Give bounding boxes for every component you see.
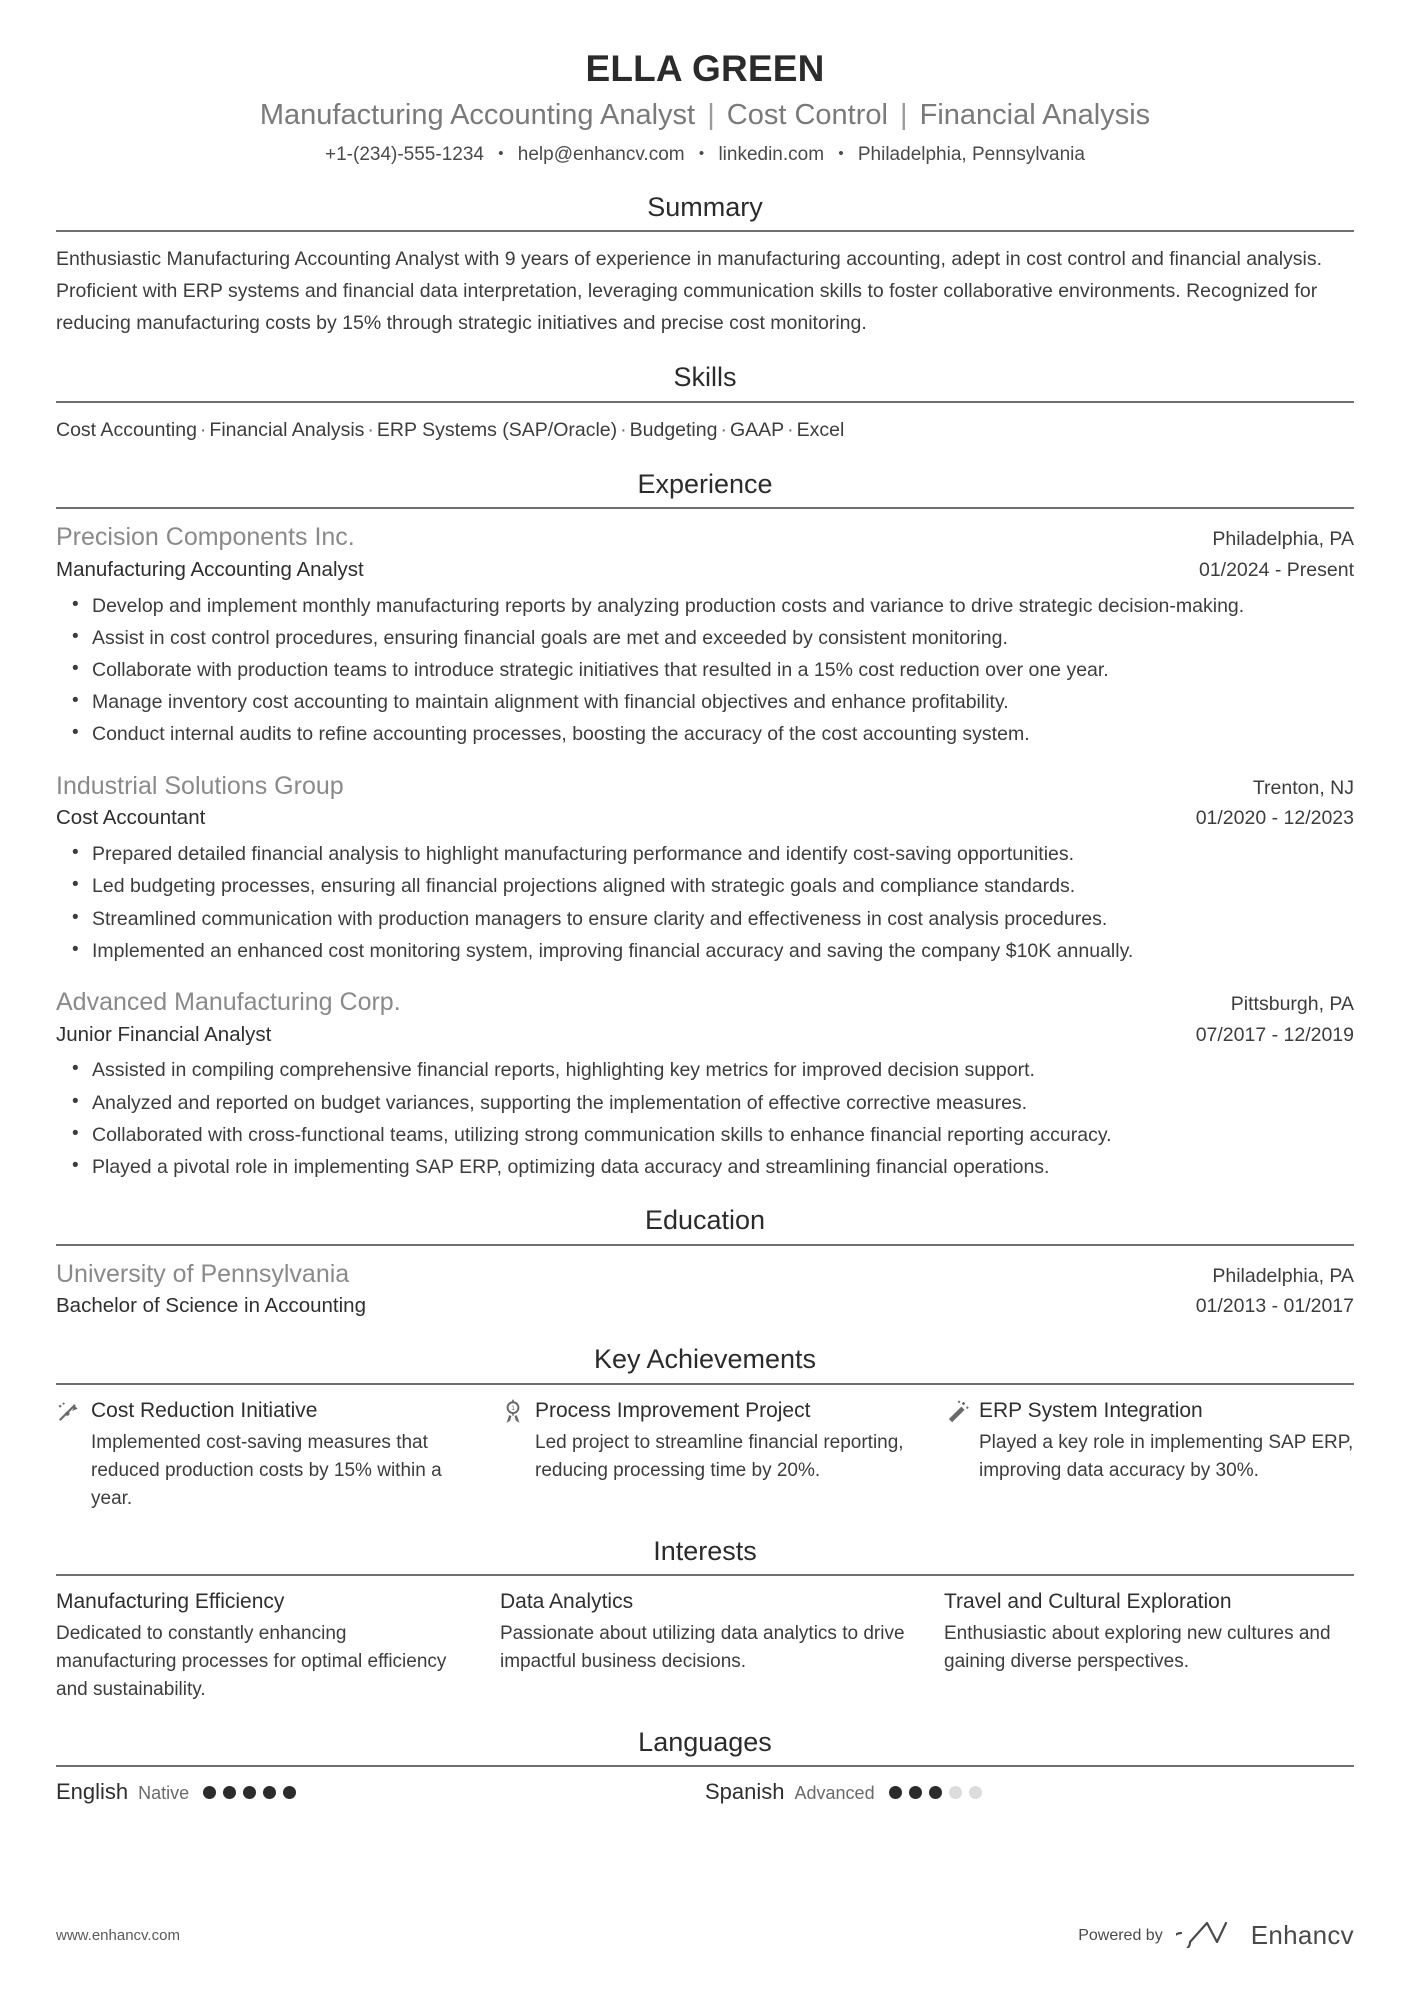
language-rating xyxy=(885,1786,982,1799)
language-rating-dot xyxy=(243,1786,256,1799)
language-item xyxy=(56,1779,705,1805)
job-dates: 07/2017 - 12/2019 xyxy=(1195,1023,1354,1046)
candidate-name: ELLA GREEN xyxy=(585,48,825,89)
section-languages xyxy=(56,1726,1354,1805)
job-bullet: • Develop and implement monthly manufacturing reports by analyzing production costs and variance to drive strategic decision-making. xyxy=(90,591,1354,621)
svg-text:1: 1 xyxy=(511,1404,515,1412)
section-title-education: Education xyxy=(644,1205,766,1236)
language-rating xyxy=(199,1786,296,1799)
job-company: Precision Components Inc. xyxy=(56,523,355,552)
section-title-summary: Summary xyxy=(647,191,763,222)
job-bullet: • Implemented an enhanced cost monitoring system, improving financial accuracy and saving the company $10K annually. xyxy=(90,936,1354,966)
language-rating-dot xyxy=(949,1786,962,1799)
experience-entry xyxy=(56,770,1354,966)
section-key-achievements xyxy=(56,1343,1354,1513)
achievement-description: Played a key role in implementing SAP ERP, improving data accuracy by 30%. xyxy=(979,1431,1354,1481)
achievements-grid xyxy=(56,1397,1354,1513)
job-role: Junior Financial Analyst xyxy=(56,1022,272,1046)
language-rating-dot xyxy=(203,1786,216,1799)
skill-separator-icon: · xyxy=(787,418,794,441)
job-bullet: • Streamlined communication with production managers to ensure clarity and effectiveness in cost analysis procedures. xyxy=(90,904,1354,934)
job-bullet: • Analyzed and reported on budget variances, supporting the implementation of effective corrective measures. xyxy=(90,1088,1354,1118)
languages-list xyxy=(56,1779,1354,1805)
job-bullet: • Played a pivotal role in implementing SAP ERP, optimizing data accuracy and streamlining financial operations. xyxy=(90,1152,1354,1182)
contact-email[interactable]: help@enhancv.com xyxy=(517,144,685,166)
bullet-separator-icon: • xyxy=(698,145,705,163)
skill-separator-icon: · xyxy=(720,418,727,441)
page-footer xyxy=(56,1918,1354,1953)
shooting-star-icon xyxy=(56,1399,82,1425)
experience-list xyxy=(56,509,1354,1182)
headline-part-3: Financial Analysis xyxy=(919,99,1151,132)
interests-grid xyxy=(56,1588,1354,1704)
section-title-skills: Skills xyxy=(673,362,737,393)
skill-item: ERP Systems (SAP/Oracle) xyxy=(376,418,618,441)
achievement-title: Process Improvement Project xyxy=(535,1398,811,1422)
section-title-key-achievements: Key Achievements xyxy=(593,1344,817,1375)
contact-location: Philadelphia, Pennsylvania xyxy=(857,144,1085,166)
job-location: Trenton, NJ xyxy=(1252,776,1354,799)
contact-phone: +1-(234)-555-1234 xyxy=(325,144,484,166)
language-item xyxy=(705,1779,1354,1805)
education-dates: 01/2013 - 01/2017 xyxy=(1195,1295,1354,1318)
skill-item: Cost Accounting xyxy=(56,418,197,441)
skill-separator-icon: · xyxy=(367,418,374,441)
section-title-languages: Languages xyxy=(638,1726,772,1757)
section-title-experience: Experience xyxy=(637,468,773,499)
job-dates: 01/2020 - 12/2023 xyxy=(1195,807,1354,830)
section-summary xyxy=(56,191,1354,339)
skill-item: Excel xyxy=(796,418,845,441)
education-location: Philadelphia, PA xyxy=(1212,1264,1354,1287)
footer-website-url[interactable]: www.enhancv.com xyxy=(56,1927,180,1944)
job-bullet-list xyxy=(56,839,1354,966)
interest-description: Enthusiastic about exploring new cultures and gaining diverse perspectives. xyxy=(944,1622,1331,1672)
job-bullet: • Prepared detailed financial analysis to highlight manufacturing performance and identify cost-saving opportunities. xyxy=(90,839,1354,869)
job-bullet: • Assist in cost control procedures, ensuring financial goals are met and exceeded by consistent monitoring. xyxy=(90,623,1354,653)
job-role: Manufacturing Accounting Analyst xyxy=(56,557,364,581)
interest-title: Manufacturing Efficiency xyxy=(56,1590,285,1614)
interest-item xyxy=(944,1588,1354,1704)
job-company: Industrial Solutions Group xyxy=(56,771,344,800)
language-name: Spanish xyxy=(705,1779,785,1805)
education-degree: Bachelor of Science in Accounting xyxy=(56,1294,366,1318)
headline-part-2: Cost Control xyxy=(726,99,888,132)
skills-list xyxy=(56,415,1354,446)
interest-title: Data Analytics xyxy=(500,1590,634,1614)
education-list xyxy=(56,1246,1354,1321)
job-bullet: • Assisted in compiling comprehensive financial reports, highlighting key metrics for improved decision support. xyxy=(90,1055,1354,1085)
language-rating-dot xyxy=(969,1786,982,1799)
achievement-item xyxy=(500,1397,910,1513)
resume-header xyxy=(56,30,1354,169)
job-bullet: • Led budgeting processes, ensuring all financial projections aligned with strategic goals and compliance standards. xyxy=(90,871,1354,901)
headline-part-1: Manufacturing Accounting Analyst xyxy=(259,99,696,132)
enhancv-logo-icon xyxy=(1176,1918,1242,1953)
language-rating-dot xyxy=(929,1786,942,1799)
summary-text: Enthusiastic Manufacturing Accounting Analyst with 9 years of experience in manufacturing accounting, adept in cost control and financial analysis. Proficient with ERP systems and financial data interpretation, leveraging communication skills to foster collaborative environments. Recognized for reducing manufacturing costs by 15% through strategic initiatives and precise cost monitoring. xyxy=(56,248,1323,334)
skill-separator-icon: · xyxy=(199,418,207,441)
section-interests xyxy=(56,1535,1354,1704)
education-entry xyxy=(56,1258,1354,1321)
experience-entry xyxy=(56,521,1354,750)
achievement-item xyxy=(944,1397,1354,1513)
interest-item xyxy=(56,1588,466,1704)
language-rating-dot xyxy=(223,1786,236,1799)
job-bullet: • Conduct internal audits to refine accounting processes, boosting the accuracy of the cost accounting system. xyxy=(90,719,1354,749)
job-bullet-list xyxy=(56,1055,1354,1182)
magic-wand-icon xyxy=(944,1399,970,1425)
job-bullet: • Collaborated with cross-functional teams, utilizing strong communication skills to enhance financial reporting accuracy. xyxy=(90,1120,1354,1150)
powered-by-label: Powered by xyxy=(1078,1926,1163,1944)
language-rating-dot xyxy=(889,1786,902,1799)
award-medal-icon xyxy=(500,1399,526,1425)
education-school: University of Pennsylvania xyxy=(56,1259,350,1288)
language-name: English xyxy=(56,1779,129,1805)
language-level: Native xyxy=(138,1783,190,1804)
skill-item: Budgeting xyxy=(629,418,718,441)
skill-item: GAAP xyxy=(729,418,785,441)
interest-title: Travel and Cultural Exploration xyxy=(944,1590,1232,1614)
job-role: Cost Accountant xyxy=(56,806,206,830)
language-level: Advanced xyxy=(794,1783,875,1804)
language-rating-dot xyxy=(283,1786,296,1799)
bullet-separator-icon: • xyxy=(498,145,504,163)
section-education xyxy=(56,1204,1354,1321)
achievement-description: Led project to streamline financial reporting, reducing processing time by 20%. xyxy=(535,1431,904,1481)
interest-description: Dedicated to constantly enhancing manufacturing processes for optimal efficiency and sustainability. xyxy=(56,1622,447,1700)
skill-separator-icon: · xyxy=(620,418,627,441)
job-location: Philadelphia, PA xyxy=(1212,528,1354,551)
language-rating-dot xyxy=(909,1786,922,1799)
job-bullet-list xyxy=(56,591,1354,750)
section-skills xyxy=(56,361,1354,446)
candidate-headline xyxy=(56,96,1354,135)
interest-item xyxy=(500,1588,910,1704)
section-experience xyxy=(56,468,1354,1183)
skill-item: Financial Analysis xyxy=(209,418,365,441)
language-rating-dot xyxy=(263,1786,276,1799)
experience-entry xyxy=(56,986,1354,1182)
job-bullet: • Manage inventory cost accounting to maintain alignment with financial objectives and enhance profitability. xyxy=(90,687,1354,717)
achievement-item xyxy=(56,1397,466,1513)
job-location: Pittsburgh, PA xyxy=(1230,992,1354,1015)
enhancv-brand xyxy=(1176,1918,1354,1953)
achievement-title: ERP System Integration xyxy=(979,1398,1203,1422)
achievement-title: Cost Reduction Initiative xyxy=(91,1398,318,1422)
headline-separator-icon: | xyxy=(707,99,715,132)
headline-separator-icon: | xyxy=(900,99,908,132)
job-dates: 01/2024 - Present xyxy=(1198,558,1354,581)
job-bullet: • Collaborate with production teams to introduce strategic initiatives that resulted in a 15% cost reduction over one year. xyxy=(90,655,1354,685)
enhancv-brand-name: Enhancv xyxy=(1250,1920,1354,1950)
interest-description: Passionate about utilizing data analytics to drive impactful business decisions. xyxy=(500,1622,905,1672)
contact-linkedin[interactable]: linkedin.com xyxy=(718,144,825,166)
bullet-separator-icon: • xyxy=(838,145,844,163)
section-title-interests: Interests xyxy=(653,1535,757,1566)
job-company: Advanced Manufacturing Corp. xyxy=(56,987,401,1016)
achievement-description: Implemented cost-saving measures that reduced production costs by 15% within a year. xyxy=(91,1431,442,1509)
contact-line xyxy=(56,142,1354,169)
